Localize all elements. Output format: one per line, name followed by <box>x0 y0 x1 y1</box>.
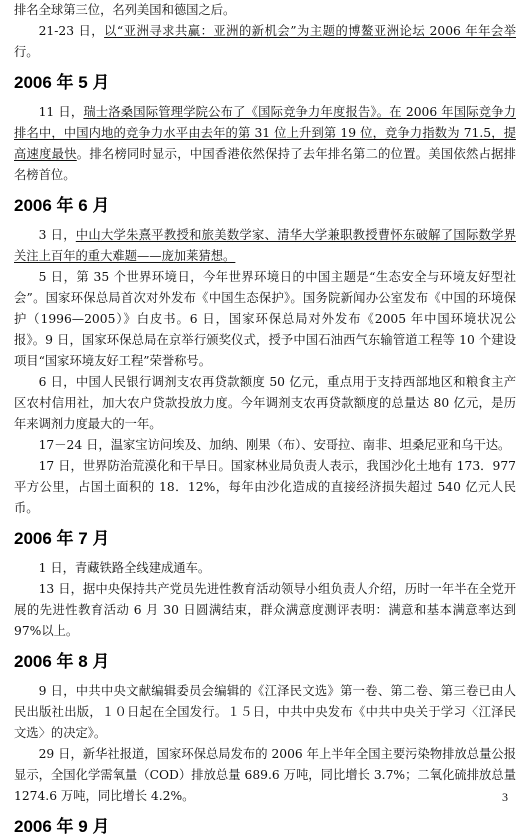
paragraph-text: 11 日， <box>38 105 84 119</box>
section-heading: 2006 年 8 月 <box>14 652 110 671</box>
underlined-text: 以“亚洲寻求共赢：亚洲的新机会”为主题的博鳌亚洲论坛 2006 年年会举 <box>104 24 517 38</box>
paragraph-text: 9 日，中共中央文献编辑委员会编辑的《江泽民文选》第一卷、第二卷、第三卷已由人民出版社出版，１０日起在全国发行。１５日，中共中央发布《中共中央关于学习〈江泽民文选〉的决定》。 <box>14 684 516 740</box>
paragraph <box>14 267 516 372</box>
section-heading: 2006 年 7 月 <box>14 529 110 548</box>
paragraph <box>14 744 516 807</box>
paragraph <box>14 558 516 579</box>
section-heading: 2006 年 6 月 <box>14 196 110 215</box>
page-number: 3 <box>502 790 508 804</box>
paragraph-text: 17－24 日，温家宝访问埃及、加纳、刚果（布）、安哥拉、南非、坦桑尼亚和乌干达。 <box>38 438 511 452</box>
section-heading: 2006 年 9 月 <box>14 817 110 836</box>
paragraph-text: 29 日，新华社报道，国家环保总局发布的 2006 年上半年全国主要污染物排放总量公报显示，全国化学需氧量（COD）排放总量 689.6 万吨，同比增长 3.7%；二氧化硫排放总量 1274.6 万吨，同比增长 4.2%。 <box>14 747 516 803</box>
paragraph <box>14 225 516 267</box>
paragraph <box>14 456 516 519</box>
paragraph <box>14 579 516 642</box>
paragraph <box>14 102 516 186</box>
paragraph-text: 5 日，第 35 个世界环境日，今年世界环境日的中国主题是“生态安全与环境友好型社会”。国家环保总局首次对外发布《中国生态保护》。国务院新闻办公室发布《中国的环境保护（1996—2005）》白皮书。6 日，国家环保总局对外发布《2005 年中国环境状况公报》。9 日，国家环保总局在京举行颁奖仪式，授予中国石油西气东输管道工程等 10 个建设项目“国家环境友好工程”荣誉称号。 <box>14 270 516 368</box>
underlined-text: 瑞士洛桑国际管理学院公布了《国际竞争力年度报告》。在 2006 年国际竞争力排名中，中国内地的竞争力水平由去年的第 31 位上升到第 19 位，竞争力指数为 71.5，提高速度最快 <box>14 105 516 161</box>
paragraph-text: 17 日，世界防治荒漠化和干旱日。国家林业局负责人表示，我国沙化土地有 173．977 平方公里，占国土面积的 18．12%，每年由沙化造成的直接经济损失超过 540 亿元人民币。 <box>14 459 516 515</box>
paragraph <box>14 372 516 435</box>
paragraph-text: 行。 <box>14 45 39 59</box>
paragraph <box>14 681 516 744</box>
paragraph-text: 13 日，据中央保持共产党员先进性教育活动领导小组负责人介绍，历时一年半在全党开展的先进性教育活动 6 月 30 日圆满结束，群众满意度测评表明：满意和基本满意率达到 97%以上。 <box>14 582 516 638</box>
underlined-text: 中山大学朱熹平教授和旅美数学家、清华大学兼职教授曹怀东破解了国际数学界关注上百年的重大难题——庞加莱猜想。 <box>14 228 516 263</box>
paragraph <box>14 435 516 456</box>
paragraph-text: 排名全球第三位，名列美国和德国之后。 <box>14 3 236 17</box>
paragraph <box>14 21 516 63</box>
paragraph-text: 1 日，青藏铁路全线建成通车。 <box>38 561 211 575</box>
paragraph <box>14 0 516 21</box>
paragraph-text: 6 日，中国人民银行调剂支农再贷款额度 50 亿元，重点用于支持西部地区和粮食主产区农村信用社，加大农户贷款投放力度。今年调剂支农再贷款额度的总量达 80 亿元，是历年来调剂力度最大的一年。 <box>14 375 516 431</box>
paragraph-text: 。排名榜同时显示，中国香港依然保持了去年排名第二的位置。美国依然占据排名榜首位。 <box>14 147 516 182</box>
paragraph-text: 21-23 日， <box>38 24 105 38</box>
paragraph-text: 3 日， <box>38 228 76 242</box>
section-heading: 2006 年 5 月 <box>14 73 110 92</box>
